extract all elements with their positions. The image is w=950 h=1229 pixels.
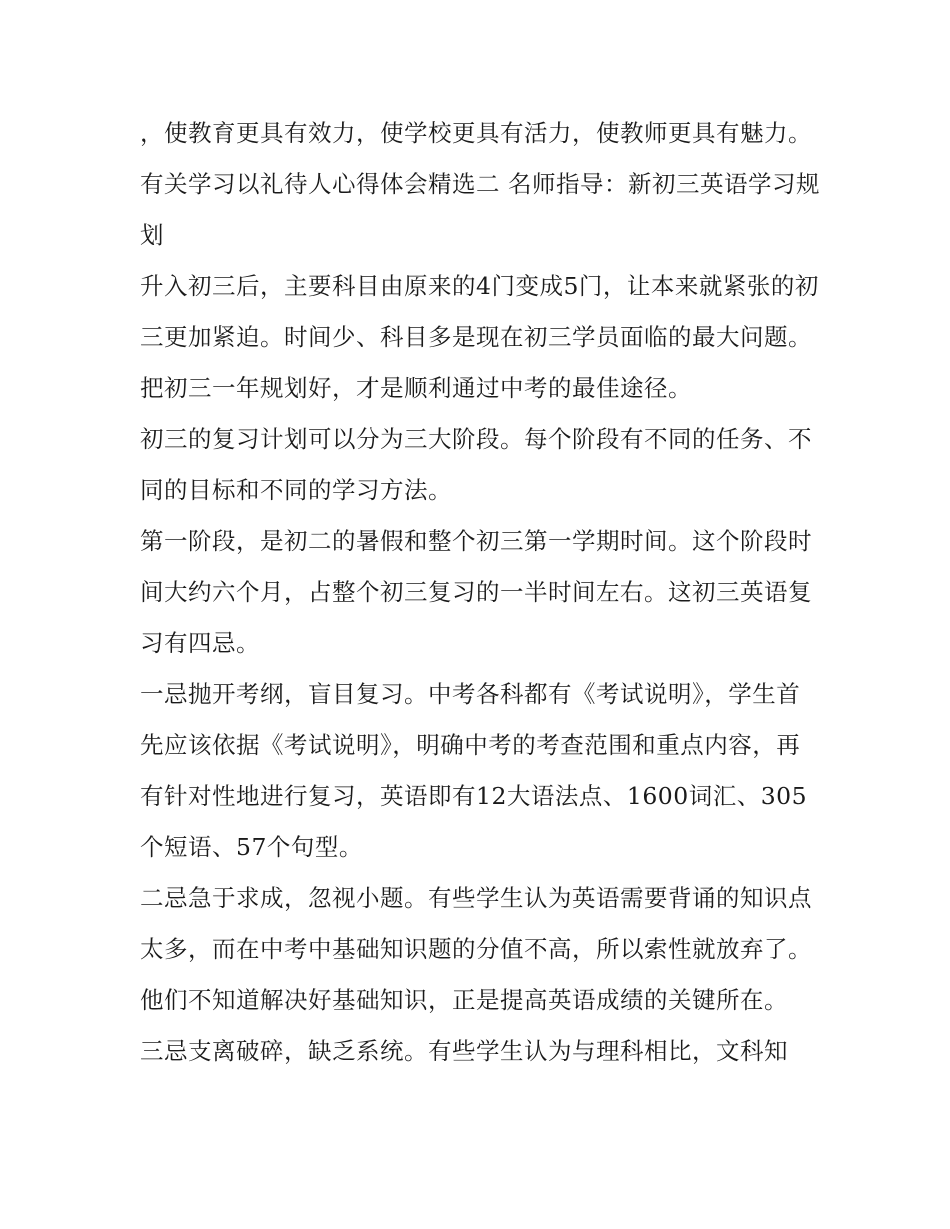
paragraph-subjects: 升入初三后，主要科目由原来的4门变成5门，让本来就紧张的初三更加紧迫。时间少、科目多是现在初三学员面临的最大问题。把初三一年规划好，才是顺利通过中考的最佳途径。: [140, 272, 819, 402]
paragraph-taboo-one: 一忌抛开考纲，盲目复习。中考各科都有《考试说明》，学生首先应该依据《考试说明》，明确中考的考查范围和重点内容，再有针对性地进行复习，英语即有12大语法点、1600词汇、305个短语、57个句型。: [140, 680, 808, 861]
paragraph-taboo-two: 二忌急于求成，忽视小题。有些学生认为英语需要背诵的知识点太多，而在中考中基础知识题的分值不高，所以索性就放弃了。他们不知道解决好基础知识，正是提高英语成绩的关键所在。: [140, 884, 812, 1014]
paragraph-taboo-three: 三忌支离破碎，缺乏系统。有些学生认为与理科相比，文科知: [140, 1037, 788, 1065]
document-page: [140, 108, 820, 1077]
paragraph-plan: 初三的复习计划可以分为三大阶段。每个阶段有不同的任务、不同的目标和不同的学习方法。: [140, 425, 812, 504]
paragraph-intro: ，使教育更具有效力，使学校更具有活力，使教师更具有魅力。 有关学习以礼待人心得体会精选二 名师指导：新初三英语学习规划: [140, 119, 820, 249]
paragraph-stage-one: 第一阶段，是初二的暑假和整个初三第一学期时间。这个阶段时间大约六个月，占整个初三复习的一半时间左右。这初三英语复习有四忌。: [140, 527, 812, 657]
